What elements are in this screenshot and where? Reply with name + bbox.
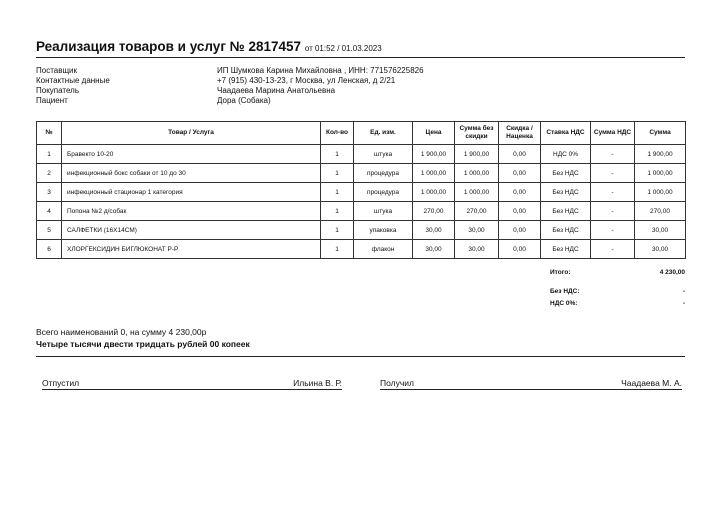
no-vat-label: Без НДС: — [550, 288, 580, 295]
info-value: Дора (Собака) — [217, 96, 271, 105]
table-cell: 5 — [37, 221, 62, 240]
total-label: Итого: — [550, 269, 571, 276]
info-label: Поставщик — [36, 66, 78, 75]
table-cell: 1 — [321, 164, 354, 183]
table-cell: инфекционный стационар 1 категория — [62, 183, 321, 202]
table-cell: Без НДС — [541, 240, 591, 259]
released-name: Ильина В. Р. — [293, 378, 342, 388]
info-label: Покупатель — [36, 86, 79, 95]
table-cell: флакон — [354, 240, 413, 259]
table-cell: - — [591, 164, 635, 183]
table-cell: 0,00 — [499, 164, 541, 183]
table-cell: 1 — [321, 221, 354, 240]
table-cell: 30,00 — [635, 221, 686, 240]
table-cell: 1 000,00 — [455, 183, 499, 202]
table-cell: 4 — [37, 202, 62, 221]
table-cell: Бравекто 10-20 — [62, 145, 321, 164]
table-cell: 270,00 — [635, 202, 686, 221]
document-page — [36, 38, 685, 388]
table-cell: 1 000,00 — [455, 164, 499, 183]
amount-in-words: Четыре тысячи двести тридцать рублей 00 копеек — [36, 339, 250, 349]
released-label: Отпустил — [42, 378, 80, 388]
column-header: Цена — [413, 122, 455, 145]
column-header: Кол-во — [321, 122, 354, 145]
info-block — [36, 66, 685, 106]
table-cell: 1 000,00 — [635, 183, 686, 202]
info-value: ИП Шумкова Карина Михайловна , ИНН: 771576225826 — [217, 66, 424, 75]
info-value: Чаадаева Марина Анатольевна — [217, 86, 336, 95]
table-cell: - — [591, 221, 635, 240]
table-row — [37, 202, 686, 221]
table-cell: 0,00 — [499, 183, 541, 202]
table-cell: 6 — [37, 240, 62, 259]
table-cell: 0,00 — [499, 221, 541, 240]
info-label: Пациент — [36, 96, 68, 105]
table-cell: штука — [354, 145, 413, 164]
received-label: Получил — [380, 378, 414, 388]
items-count-line: Всего наименований 0, на сумму 4 230,00р — [36, 327, 207, 337]
table-cell: 0,00 — [499, 240, 541, 259]
total-row — [550, 269, 685, 276]
total-value: 4 230,00 — [659, 269, 685, 276]
table-cell: Попона №2 д/собак — [62, 202, 321, 221]
column-header: Скидка / Наценка — [499, 122, 541, 145]
column-header: Ставка НДС — [541, 122, 591, 145]
summary-block — [36, 326, 250, 350]
table-cell: 1 900,00 — [635, 145, 686, 164]
table-header-row — [37, 122, 686, 145]
table-cell: 30,00 — [413, 240, 455, 259]
table-cell: 270,00 — [455, 202, 499, 221]
table-cell: Без НДС — [541, 164, 591, 183]
table-cell: - — [591, 240, 635, 259]
table-cell: упаковка — [354, 221, 413, 240]
table-cell: 1 — [37, 145, 62, 164]
summary-divider — [36, 356, 685, 357]
table-cell: 2 — [37, 164, 62, 183]
table-cell: 1 000,00 — [635, 164, 686, 183]
table-row — [37, 183, 686, 202]
table-cell: 1 — [321, 240, 354, 259]
table-cell: - — [591, 202, 635, 221]
info-label: Контактные данные — [36, 76, 110, 85]
table-cell: 1 000,00 — [413, 183, 455, 202]
table-cell: 30,00 — [635, 240, 686, 259]
table-cell: Без НДС — [541, 221, 591, 240]
table-row — [37, 145, 686, 164]
table-cell: ХЛОРГЕКСИДИН БИГЛЮКОНАТ Р-Р — [62, 240, 321, 259]
title-divider — [36, 57, 685, 58]
info-row-supplier — [36, 66, 685, 76]
items-table — [36, 121, 686, 259]
table-cell: 1 — [321, 145, 354, 164]
table-cell: штука — [354, 202, 413, 221]
table-cell: 30,00 — [455, 221, 499, 240]
table-cell: 1 900,00 — [413, 145, 455, 164]
table-row — [37, 164, 686, 183]
released-signature — [42, 377, 342, 390]
table-cell: 1 900,00 — [455, 145, 499, 164]
table-cell: 1 000,00 — [413, 164, 455, 183]
table-cell: 1 — [321, 202, 354, 221]
column-header: Ед. изм. — [354, 122, 413, 145]
table-cell: процедура — [354, 183, 413, 202]
table-row — [37, 221, 686, 240]
column-header: № — [37, 122, 62, 145]
document-date: от 01:52 / 01.03.2023 — [304, 44, 382, 53]
info-row-patient — [36, 96, 685, 106]
info-row-contacts — [36, 76, 685, 86]
received-signature — [380, 377, 682, 390]
document-title-text: Реализация товаров и услуг № 2817457 — [36, 39, 302, 54]
document-title — [36, 38, 685, 56]
info-value: +7 (915) 430-13-23, г Москва, ул Ленская, д 2/21 — [217, 76, 396, 85]
table-cell: 0,00 — [499, 202, 541, 221]
table-cell: - — [591, 183, 635, 202]
received-name: Чаадаева М. А. — [621, 378, 682, 388]
column-header: Сумма — [635, 122, 686, 145]
table-cell: процедура — [354, 164, 413, 183]
table-cell: 3 — [37, 183, 62, 202]
no-vat-value: - — [682, 288, 685, 295]
table-cell: инфекционный бокс собаки от 10 до 30 — [62, 164, 321, 183]
table-cell: 1 — [321, 183, 354, 202]
vat0-row — [550, 300, 685, 307]
info-row-buyer — [36, 86, 685, 96]
no-vat-row — [550, 288, 685, 295]
table-cell: - — [591, 145, 635, 164]
column-header: Товар / Услуга — [62, 122, 321, 145]
column-header: Сумма без скидки — [455, 122, 499, 145]
table-row — [37, 240, 686, 259]
table-cell: 30,00 — [413, 221, 455, 240]
table-cell: Без НДС — [541, 183, 591, 202]
table-cell: НДС 0% — [541, 145, 591, 164]
vat0-label: НДС 0%: — [550, 300, 578, 307]
vat0-value: - — [682, 300, 685, 307]
column-header: Сумма НДС — [591, 122, 635, 145]
table-cell: 270,00 — [413, 202, 455, 221]
table-cell: Без НДС — [541, 202, 591, 221]
table-cell: 0,00 — [499, 145, 541, 164]
table-cell: САЛФЕТКИ (16Х14СМ) — [62, 221, 321, 240]
table-cell: 30,00 — [455, 240, 499, 259]
